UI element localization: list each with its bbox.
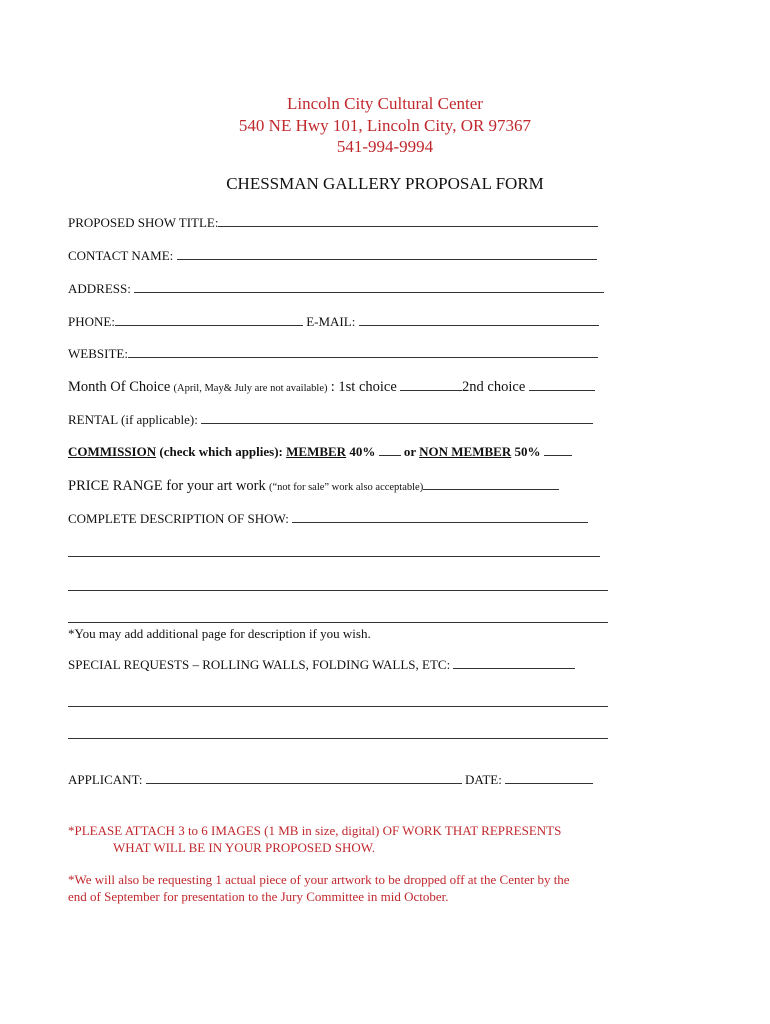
- description-line-2[interactable]: [68, 556, 600, 557]
- address-row: [68, 281, 604, 297]
- email-label: E-MAIL:: [306, 314, 356, 329]
- special-requests-field[interactable]: [453, 658, 575, 669]
- description-label: COMPLETE DESCRIPTION OF SHOW:: [68, 511, 289, 526]
- first-choice-field[interactable]: [400, 380, 462, 391]
- contact-name-row: [68, 248, 597, 264]
- second-choice-field[interactable]: [529, 380, 595, 391]
- address-field[interactable]: [134, 282, 604, 293]
- commission-row: [68, 444, 572, 460]
- special-requests-label: SPECIAL REQUESTS – ROLLING WALLS, FOLDING WALLS, ETC:: [68, 657, 451, 672]
- website-label: WEBSITE:: [68, 346, 128, 361]
- show-title-row: [68, 215, 598, 231]
- month-note: (April, May& July are not available): [173, 383, 328, 394]
- date-label: DATE:: [464, 772, 502, 787]
- page-title: CHESSMAN GALLERY PROPOSAL FORM: [226, 174, 544, 193]
- member-checkbox[interactable]: [379, 445, 401, 456]
- org-name: Lincoln City Cultural Center: [287, 94, 483, 113]
- attach-note-line-1: *PLEASE ATTACH 3 to 6 IMAGES (1 MB in size, digital) OF WORK THAT REPRESENTS: [68, 823, 562, 838]
- special-requests-row: [68, 657, 575, 673]
- website-row: [68, 346, 598, 362]
- special-requests-line-2[interactable]: [68, 706, 608, 707]
- description-row: [68, 511, 588, 527]
- non-member-pct: 50%: [514, 444, 541, 459]
- commission-note: (check which applies):: [159, 444, 283, 459]
- contact-name-label: CONTACT NAME:: [68, 248, 174, 263]
- non-member-label: NON MEMBER: [419, 444, 512, 459]
- price-range-note: (“not for sale” work also acceptable): [269, 482, 424, 493]
- special-requests-line-3[interactable]: [68, 738, 608, 739]
- description-line-4[interactable]: [68, 622, 608, 623]
- show-title-field[interactable]: [218, 216, 598, 227]
- email-field[interactable]: [359, 315, 599, 326]
- phone-field[interactable]: [115, 315, 303, 326]
- applicant-field[interactable]: [146, 773, 462, 784]
- price-range-label: PRICE RANGE for your art work: [68, 478, 266, 494]
- description-note: *You may add additional page for description if you wish.: [68, 626, 371, 641]
- rental-label: RENTAL (if applicable):: [68, 412, 198, 427]
- applicant-label: APPLICANT:: [68, 772, 143, 787]
- contact-name-field[interactable]: [177, 249, 597, 260]
- price-range-field[interactable]: [423, 479, 559, 490]
- description-line-3[interactable]: [68, 590, 608, 591]
- org-phone: 541-994-9994: [336, 137, 434, 156]
- member-label: MEMBER: [286, 444, 347, 459]
- attach-note-line-2: WHAT WILL BE IN YOUR PROPOSED SHOW.: [113, 840, 376, 855]
- date-field[interactable]: [505, 773, 593, 784]
- phone-label: PHONE:: [68, 314, 115, 329]
- month-label: Month Of Choice: [68, 379, 171, 395]
- description-field[interactable]: [292, 512, 588, 523]
- website-field[interactable]: [128, 347, 598, 358]
- commission-label: COMMISSION: [68, 444, 157, 459]
- address-label: ADDRESS:: [68, 281, 131, 296]
- first-choice-label: : 1st choice: [330, 379, 397, 395]
- member-pct: 40%: [349, 444, 376, 459]
- attach-images-note: [68, 822, 561, 856]
- non-member-checkbox[interactable]: [544, 445, 572, 456]
- phone-email-row: [68, 314, 599, 330]
- second-choice-label: 2nd choice: [462, 379, 526, 395]
- artwork-dropoff-note: [68, 871, 570, 905]
- org-address: 540 NE Hwy 101, Lincoln City, OR 97367: [238, 116, 532, 135]
- month-choice-row: [68, 379, 595, 397]
- rental-row: [68, 412, 593, 428]
- applicant-date-row: [68, 772, 593, 788]
- or-label: or: [403, 444, 416, 459]
- artwork-note-line-1: *We will also be requesting 1 actual piece of your artwork to be dropped off at the Center by the: [68, 872, 570, 887]
- rental-field[interactable]: [201, 413, 593, 424]
- show-title-label: PROPOSED SHOW TITLE:: [68, 215, 219, 230]
- price-range-row: [68, 478, 559, 496]
- artwork-note-line-2: end of September for presentation to the Jury Committee in mid October.: [68, 889, 449, 904]
